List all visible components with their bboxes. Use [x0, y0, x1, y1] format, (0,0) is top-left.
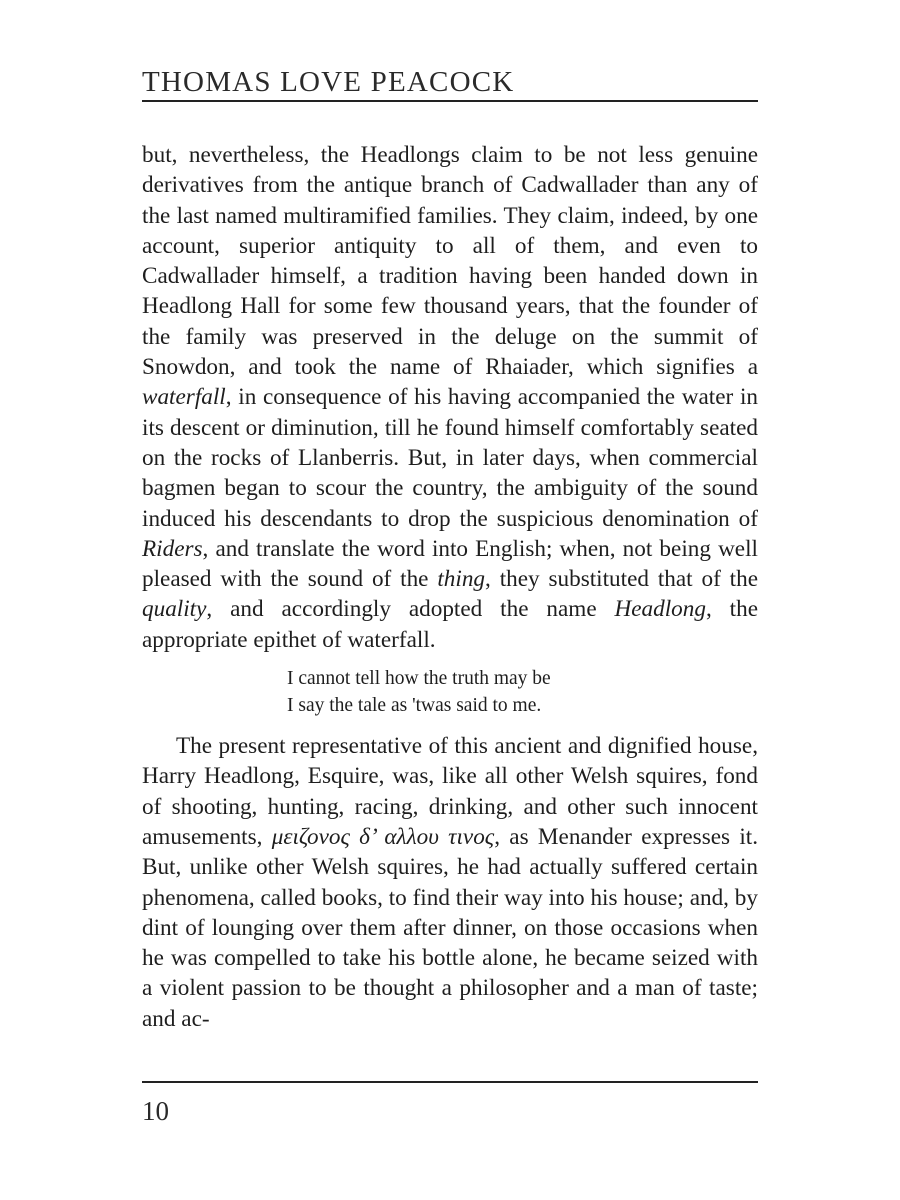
- text-run: but, nevertheless, the Headlongs claim to be not less genuine derivatives from the antique branch of Cadwallader than any of the last named multiramified families. They claim, indeed, by one account, superior antiquity to all of them, and even to Cadwallader himself, a tradition having been handed down in Headlong Hall for some few thousand years, that the founder of the family was preserved in the deluge on the summit of Snowdon, and took the name of Rhaiader, which signifies a: [142, 142, 758, 381]
- italic-run: Riders: [142, 535, 203, 562]
- page-number: 10: [142, 1096, 169, 1126]
- italic-run: waterfall: [142, 384, 226, 411]
- running-header: THOMAS LOVE PEACOCK: [142, 66, 515, 98]
- greek-quotation: μειζονος δ’ αλλου τινος: [271, 823, 495, 850]
- text-run: , in consequence of his having accompanied the water in its descent or diminution, till he found himself comfortably seated on the rocks of Llanberris. But, in later days, when commercial bagmen began to scour the country, the ambiguity of the sound induced his descendants to drop the suspicious denomination of: [142, 384, 758, 532]
- verse-line: I say the tale as 'twas said to me.: [287, 695, 542, 717]
- verse-line: I cannot tell how the truth may be: [287, 668, 551, 690]
- text-run: , they substituted that of the: [485, 566, 758, 593]
- text-run: , and translate the word into English; when, not being well pleased with the sound of the: [142, 535, 758, 593]
- paragraph: [142, 731, 758, 1034]
- italic-run: quality: [142, 596, 207, 623]
- text-run: The present representative of this ancient and dignified house, Harry Headlong, Esquire, was, like all other Welsh squires, fond of shooting, hunting, racing, drinking, and other such innocent amusements,: [142, 733, 758, 850]
- paragraph-continued: [142, 140, 758, 655]
- body-text: [142, 140, 758, 1034]
- text-run: , the appropriate epithet of waterfall.: [142, 596, 758, 653]
- header-rule: [142, 100, 758, 102]
- text-run: , and accordingly adopted the name: [206, 596, 615, 623]
- footer-rule: [142, 1081, 758, 1083]
- text-run: , as Menander expresses it. But, unlike other Welsh squires, he had actually suffered certain phenomena, called books, to find their way into his house; and, by dint of lounging over them after dinner, on those occasions when he was compelled to take his bottle alone, he became seized with a violent passion to be thought a philosopher and a man of taste; and ac-: [142, 823, 759, 1032]
- italic-run: thing: [437, 566, 486, 593]
- italic-run: Headlong: [614, 596, 706, 623]
- verse-quotation: [287, 665, 758, 719]
